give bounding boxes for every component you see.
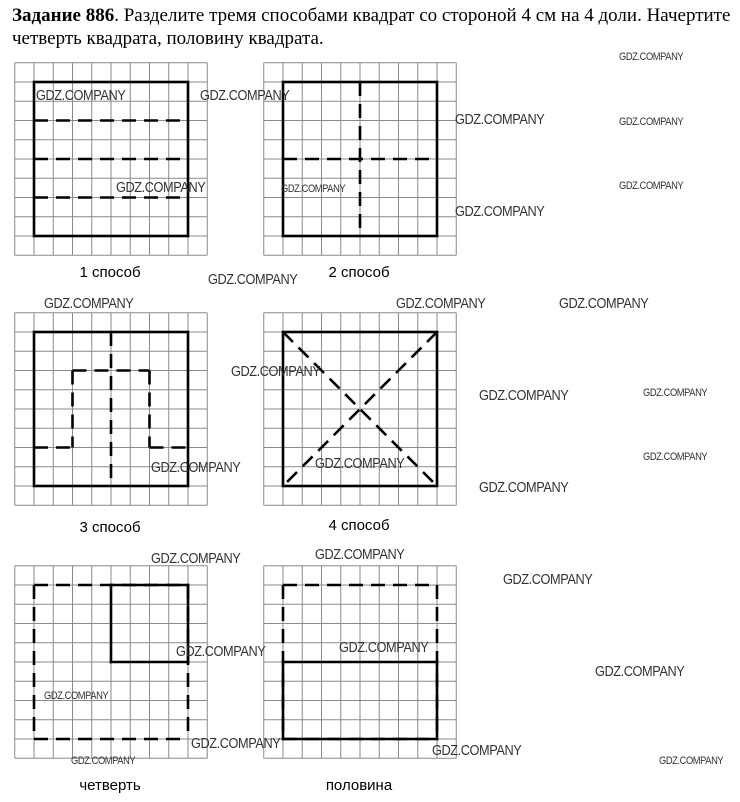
watermark: GDZ.COMPANY: [396, 295, 486, 312]
watermark: GDZ.COMPANY: [559, 295, 649, 312]
watermark: GDZ.COMPANY: [619, 51, 684, 63]
watermark: GDZ.COMPANY: [643, 387, 708, 399]
task-text: . Разделите тремя способами квадрат со стороной 4 см на 4 доли. Начертите четверть квадрата, половину квадрата.: [12, 5, 731, 49]
watermark: GDZ.COMPANY: [455, 203, 545, 220]
caption-way1: 1 способ: [79, 264, 141, 281]
watermark: GDZ.COMPANY: [71, 755, 136, 767]
watermark: GDZ.COMPANY: [315, 455, 405, 472]
watermark: GDZ.COMPANY: [176, 643, 266, 660]
watermark: GDZ.COMPANY: [315, 546, 405, 563]
watermark: GDZ.COMPANY: [200, 87, 290, 104]
watermark: GDZ.COMPANY: [432, 742, 522, 759]
caption-quarter: четверть: [79, 777, 141, 794]
caption-way4: 4 способ: [328, 517, 390, 534]
watermark: GDZ.COMPANY: [151, 550, 241, 567]
watermark: GDZ.COMPANY: [281, 183, 346, 195]
watermark: GDZ.COMPANY: [595, 663, 685, 680]
caption-way3: 3 способ: [79, 519, 141, 536]
task-number: Задание 886: [12, 5, 115, 26]
watermark: GDZ.COMPANY: [479, 479, 569, 496]
watermark: GDZ.COMPANY: [208, 271, 298, 288]
watermark: GDZ.COMPANY: [619, 180, 684, 192]
watermark: GDZ.COMPANY: [44, 690, 109, 702]
watermark: GDZ.COMPANY: [659, 755, 724, 767]
caption-half: половина: [325, 777, 393, 794]
caption-way2: 2 способ: [328, 264, 390, 281]
watermark: GDZ.COMPANY: [151, 459, 241, 476]
watermark: GDZ.COMPANY: [619, 116, 684, 128]
watermark: GDZ.COMPANY: [44, 295, 134, 312]
watermark: GDZ.COMPANY: [643, 451, 708, 463]
watermark: GDZ.COMPANY: [455, 111, 545, 128]
watermark: GDZ.COMPANY: [191, 735, 281, 752]
watermark: GDZ.COMPANY: [503, 571, 593, 588]
watermark: GDZ.COMPANY: [36, 87, 126, 104]
watermark: GDZ.COMPANY: [339, 639, 429, 656]
watermark: GDZ.COMPANY: [116, 179, 206, 196]
watermark: GDZ.COMPANY: [479, 387, 569, 404]
watermark: GDZ.COMPANY: [231, 363, 321, 380]
